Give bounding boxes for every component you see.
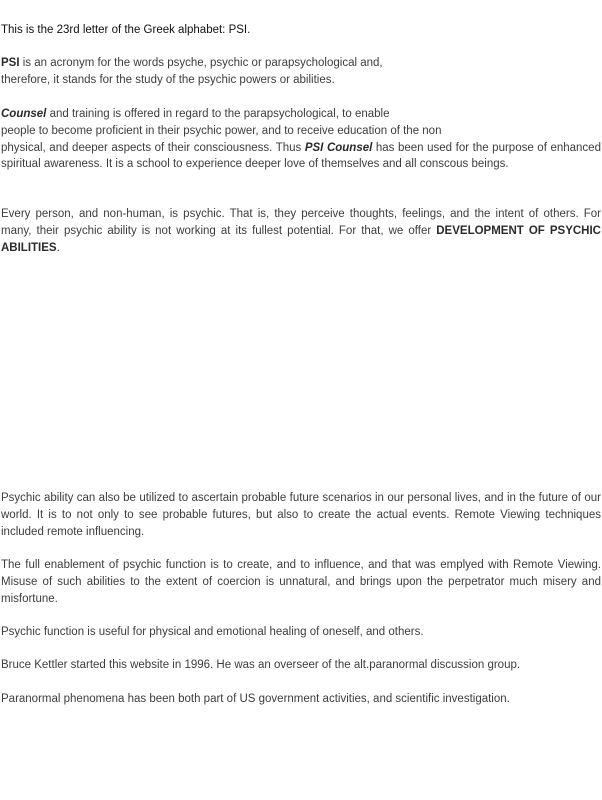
counsel-text-3a: physical, and deeper aspects of their consciousness. Thus (1, 141, 305, 154)
everyone-psychic-end: . (56, 241, 60, 254)
enablement-text: The full enablement of psychic function is to create, and to influence, and that was emplyed with Remote Viewing. Misuse of such abilities to the extent of coercion is unnatural, and brings upon the perpetrator much misery and misfortune. (1, 559, 601, 605)
intro-paragraph (1, 22, 601, 39)
counsel-text-1: and training is offered in regard to the parapsychological, to enable (46, 108, 390, 120)
enablement-paragraph (1, 557, 601, 607)
healing-paragraph (1, 624, 601, 641)
development-emphasis: DEVELOPMENT OF PSYCHIC ABILITIES (1, 224, 601, 254)
psi-term: PSI (1, 57, 20, 69)
psi-definition-paragraph (1, 55, 601, 89)
counsel-justified-block (1, 140, 601, 174)
healing-text: Psychic function is useful for physical and emotional healing of oneself, and others. (1, 626, 424, 638)
kettler-text: Bruce Kettler started this website in 1996. He was an overseer of the alt.paranormal discussion group. (1, 659, 521, 671)
psi-definition-line-1 (1, 55, 601, 72)
counsel-text-3b: has been used for the purpose of enhanced spiritual awareness. It is a school to experience deeper love of themselves and all conscous beings. (1, 141, 601, 171)
psi-definition-text-1: is an acronym for the words psyche, psychic or parapsychological and, (19, 57, 383, 69)
counsel-paragraph (1, 106, 601, 173)
future-scenarios-text: Psychic ability can also be utilized to ascertain probable future scenarios in our personal lives, and in the future of our world. It is to not only to see probable futures, but also to create the actual events. Remote Viewing techniques included remote influencing. (1, 492, 601, 538)
paranormal-text: Paranormal phenomena has been both part of US government activities, and scientific investigation. (1, 693, 510, 705)
counsel-line-2: people to become proficient in their psychic power, and to receive education of the non (1, 124, 442, 137)
everyone-psychic-text: Every person, and non-human, is psychic. That is, they perceive thoughts, feelings, and the intent of others. For many, their psychic ability is not working at its fullest potential. For that, we offer (1, 208, 601, 237)
psi-counsel-term: PSI Counsel (304, 141, 373, 154)
counsel-line-1 (1, 106, 601, 123)
intro-text: This is the 23rd letter of the Greek alphabet: PSI. (1, 24, 251, 36)
kettler-paragraph (1, 657, 601, 674)
psi-definition-line-2: therefore, it stands for the study of the psychic powers or abilities. (1, 73, 335, 86)
paranormal-paragraph (1, 691, 601, 708)
future-scenarios-paragraph (1, 490, 601, 540)
everyone-psychic-paragraph (1, 206, 601, 256)
counsel-term: Counsel (1, 108, 47, 120)
